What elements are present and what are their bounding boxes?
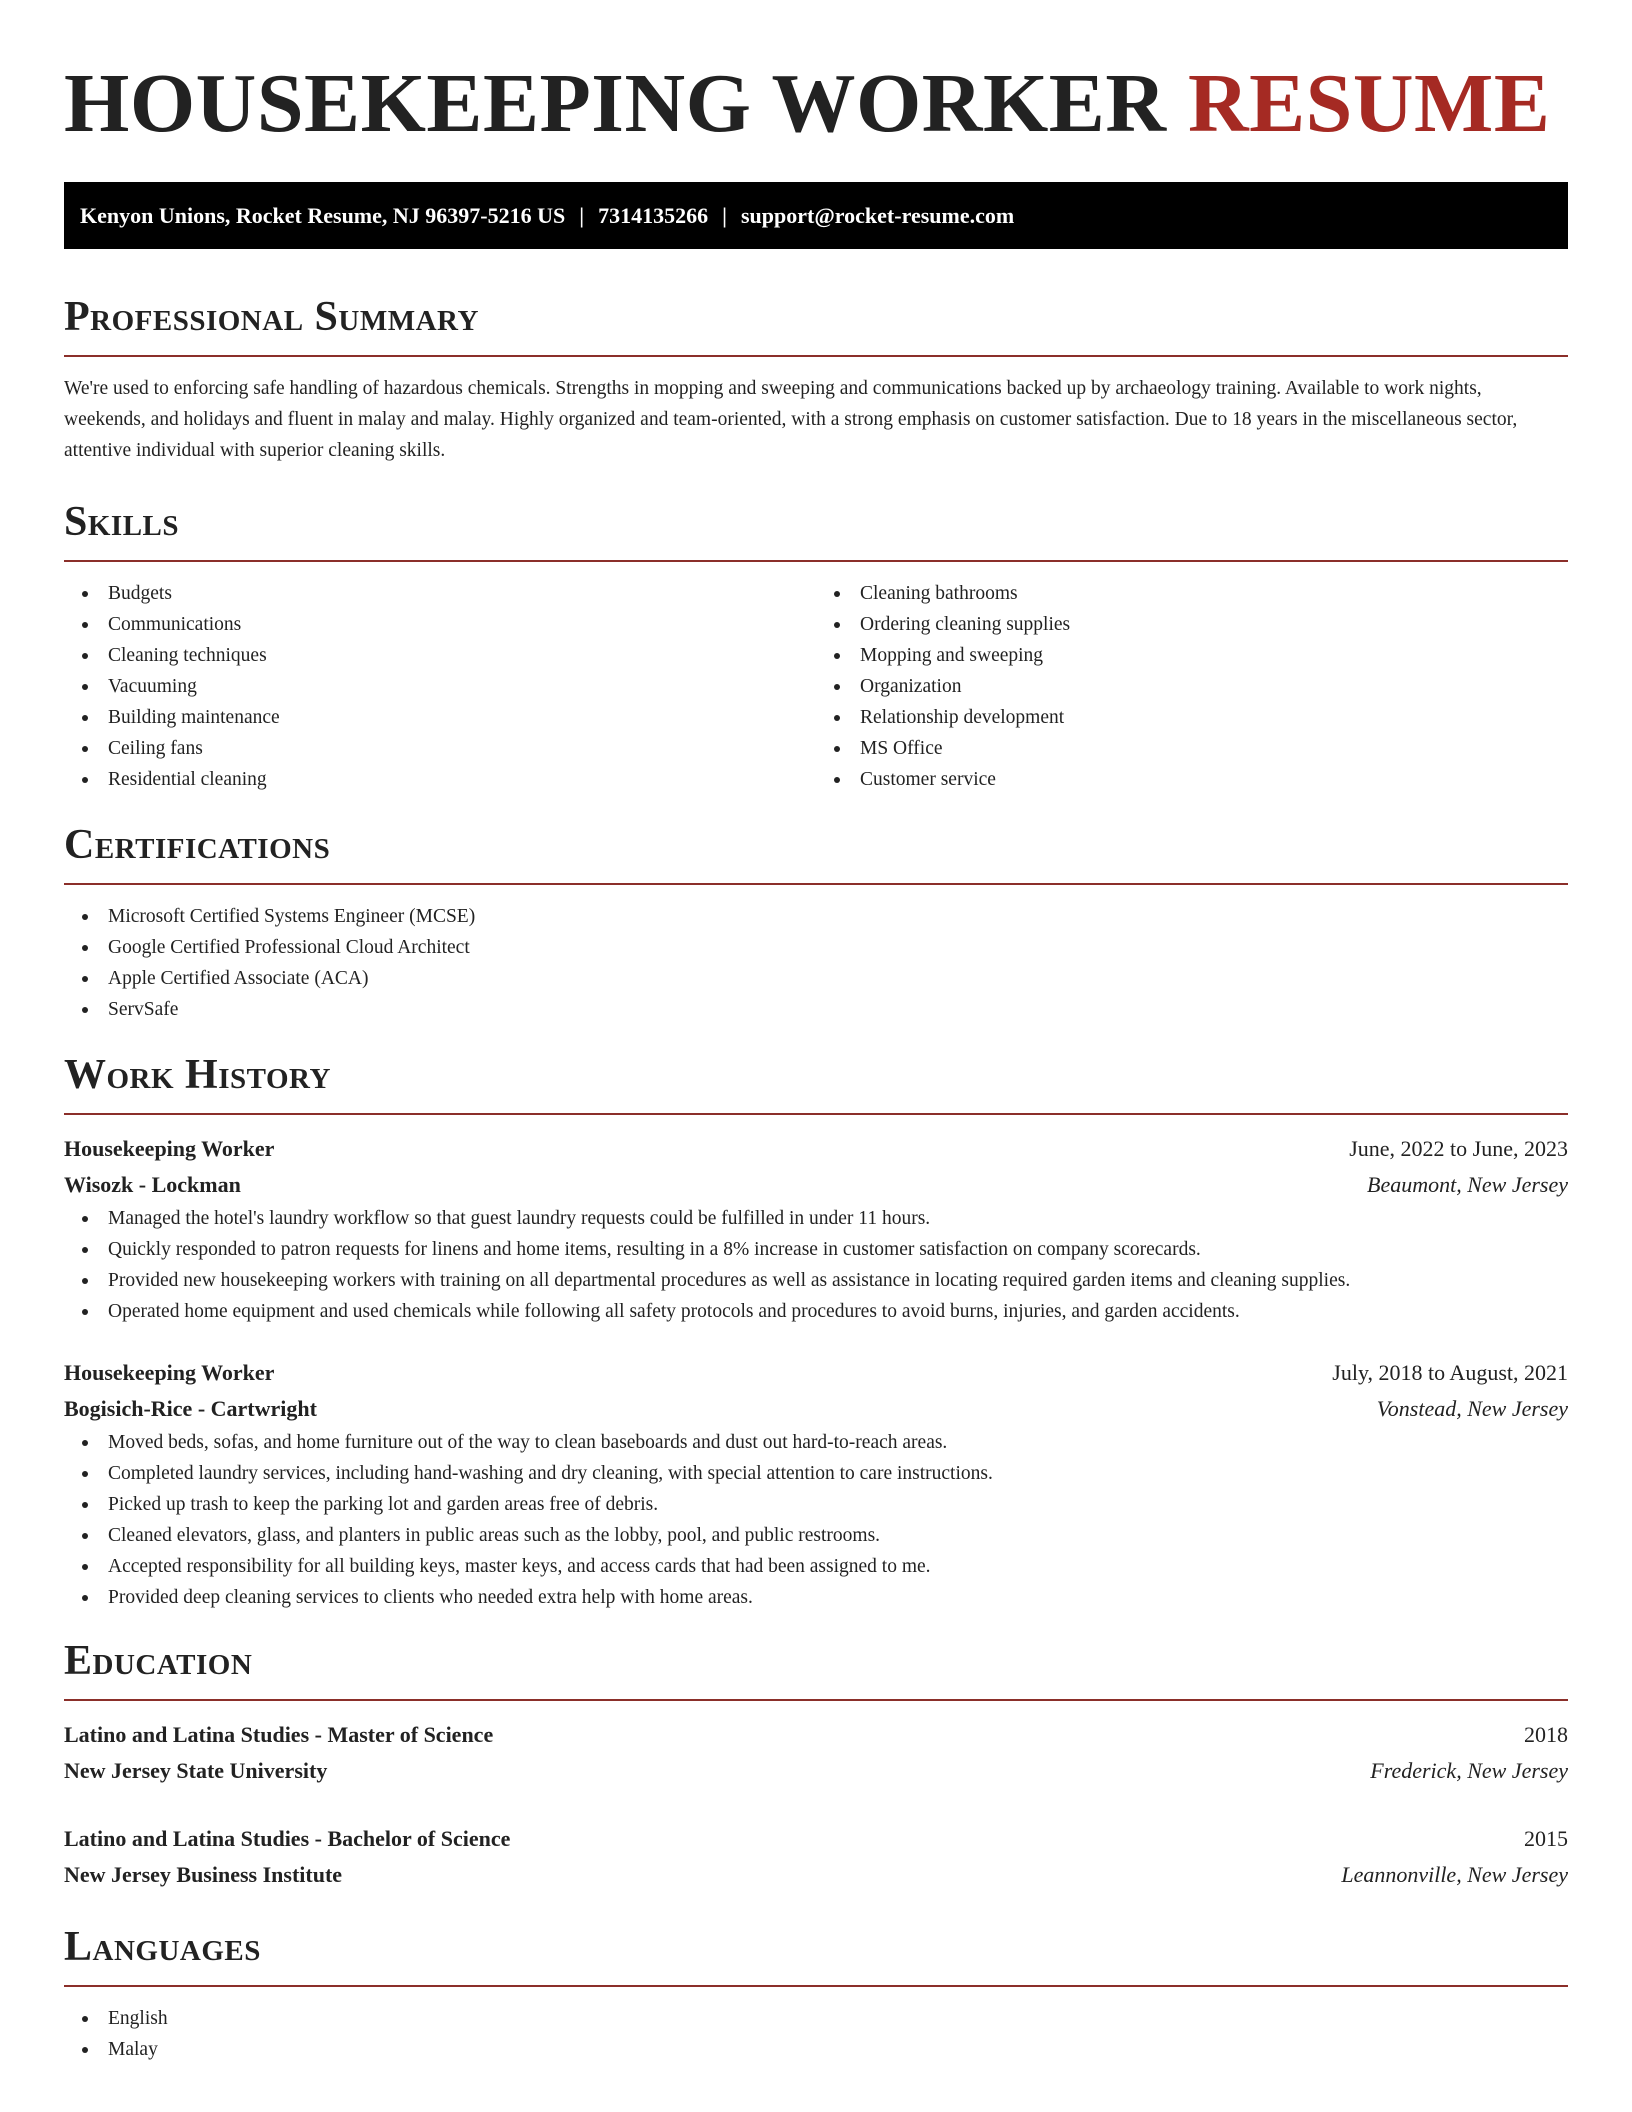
summary-text: We're used to enforcing safe handling of hazardous chemicals. Strengths in mopping and sweeping and communications backed up by archaeology training. Available to work nights, weekends, and holidays and fluent in malay and malay. Highly organized and team-oriented, with a strong emphasis on customer satisfaction. Due to 18 years in the miscellaneous sector, attentive individual with superior cleaning skills. [64,378,1518,461]
section-divider [64,1113,1568,1115]
section-divider [64,883,1568,885]
job-duty-item: Picked up trash to keep the parking lot and garden areas free of debris. [108,1489,1568,1520]
education-degree: Latino and Latina Studies - Bachelor of Science [64,1826,511,1851]
skill-item: Mopping and sweeping [860,640,1568,671]
skill-item: Ordering cleaning supplies [860,609,1568,640]
section-divider [64,560,1568,562]
education-location: Leannonville, New Jersey [1341,1862,1568,1887]
job-company: Bogisich-Rice - Cartwright [64,1396,317,1421]
certification-item: ServSafe [108,994,1568,1025]
skill-item: Ceiling fans [108,733,816,764]
contact-phone: 7314135266 [598,203,709,228]
job-entry [64,1131,1568,1327]
job-duties-list [64,1427,1568,1613]
job-duty-item: Cleaned elevators, glass, and planters in public areas such as the lobby, pool, and public restrooms. [108,1520,1568,1551]
skill-item: Cleaning techniques [108,640,816,671]
education-year: 2015 [1524,1826,1568,1851]
job-entry [64,1355,1568,1613]
section-divider [64,355,1568,357]
education-entry [64,1717,1568,1789]
skills-list-right [816,578,1568,795]
job-dates: June, 2022 to June, 2023 [1349,1136,1568,1161]
job-header-row [64,1131,1568,1167]
language-item: English [108,2003,1568,2034]
job-duty-item: Provided new housekeeping workers with training on all departmental procedures as well as assistance in locating required garden items and cleaning supplies. [108,1265,1568,1296]
resume-title [64,50,1568,158]
skills-grid [64,578,1568,795]
contact-email: support@rocket-resume.com [740,203,1015,228]
language-item: Malay [108,2034,1568,2065]
job-duties-list [64,1203,1568,1327]
title-accent: RESUME [1187,57,1551,150]
job-duty-item: Moved beds, sofas, and home furniture out of the way to clean baseboards and dust out hard-to-reach areas. [108,1427,1568,1458]
contact-separator: | [722,203,727,228]
skill-item: MS Office [860,733,1568,764]
skill-item: Budgets [108,578,816,609]
skill-item: Residential cleaning [108,764,816,795]
job-duty-item: Provided deep cleaning services to clients who needed extra help with home areas. [108,1582,1568,1613]
job-duty-item: Quickly responded to patron requests for linens and home items, resulting in a 8% increase in customer satisfaction on company scorecards. [108,1234,1568,1265]
job-duty-item: Completed laundry services, including hand-washing and dry cleaning, with special attention to care instructions. [108,1458,1568,1489]
contact-separator: | [579,203,585,228]
section-title-certifications: Certifications [64,822,331,868]
certification-item: Apple Certified Associate (ACA) [108,963,1568,994]
resume-content [64,50,1568,2065]
job-company-row [64,1391,1568,1427]
education-school-row [64,1753,1568,1789]
skill-item: Relationship development [860,702,1568,733]
job-duty-item: Managed the hotel's laundry workflow so that guest laundry requests could be fulfilled in under 11 hours. [108,1203,1568,1234]
section-title-skills: Skills [64,499,180,545]
skill-item: Cleaning bathrooms [860,578,1568,609]
section-divider [64,1985,1568,1987]
job-company-row [64,1167,1568,1203]
job-company: Wisozk - Lockman [64,1172,241,1197]
education-degree-row [64,1717,1568,1753]
education-school: New Jersey State University [64,1758,328,1783]
skill-item: Vacuuming [108,671,816,702]
job-location: Vonstead, New Jersey [1376,1396,1568,1421]
certification-item: Google Certified Professional Cloud Architect [108,932,1568,963]
job-dates: July, 2018 to August, 2021 [1332,1360,1568,1385]
job-location: Beaumont, New Jersey [1367,1172,1568,1197]
skill-item: Customer service [860,764,1568,795]
education-school: New Jersey Business Institute [64,1862,343,1887]
job-title: Housekeeping Worker [64,1136,275,1161]
work-history-section [64,1049,1568,1613]
job-header-row [64,1355,1568,1391]
education-degree-row [64,1821,1568,1857]
contact-address: Kenyon Unions, Rocket Resume, NJ 96397-5216 US [80,203,566,228]
skill-item: Organization [860,671,1568,702]
education-location: Frederick, New Jersey [1370,1758,1568,1783]
job-duty-item: Operated home equipment and used chemicals while following all safety protocols and procedures to avoid burns, injuries, and garden accidents. [108,1296,1568,1327]
languages-list [64,2003,1568,2065]
job-duty-item: Accepted responsibility for all building keys, master keys, and access cards that had been assigned to me. [108,1551,1568,1582]
section-divider [64,1699,1568,1701]
section-title-work-history: Work History [64,1052,331,1098]
section-title-summary: Professional Summary [64,294,479,340]
contact-bar [64,182,1568,249]
education-entry [64,1821,1568,1893]
skills-section [64,496,1568,795]
certifications-section [64,819,1568,1025]
certification-item: Microsoft Certified Systems Engineer (MCSE) [108,901,1568,932]
languages-section [64,1921,1568,2065]
certifications-list [64,901,1568,1025]
skill-item: Building maintenance [108,702,816,733]
section-title-education: Education [64,1638,253,1684]
summary-section [64,291,1568,466]
skills-list-left [64,578,816,795]
section-title-languages: Languages [64,1924,261,1970]
title-main: HOUSEKEEPING WORKER [64,57,1167,150]
education-year: 2018 [1524,1722,1568,1747]
education-section [64,1635,1568,1893]
education-degree: Latino and Latina Studies - Master of Science [64,1722,494,1747]
job-title: Housekeeping Worker [64,1360,275,1385]
skill-item: Communications [108,609,816,640]
education-school-row [64,1857,1568,1893]
